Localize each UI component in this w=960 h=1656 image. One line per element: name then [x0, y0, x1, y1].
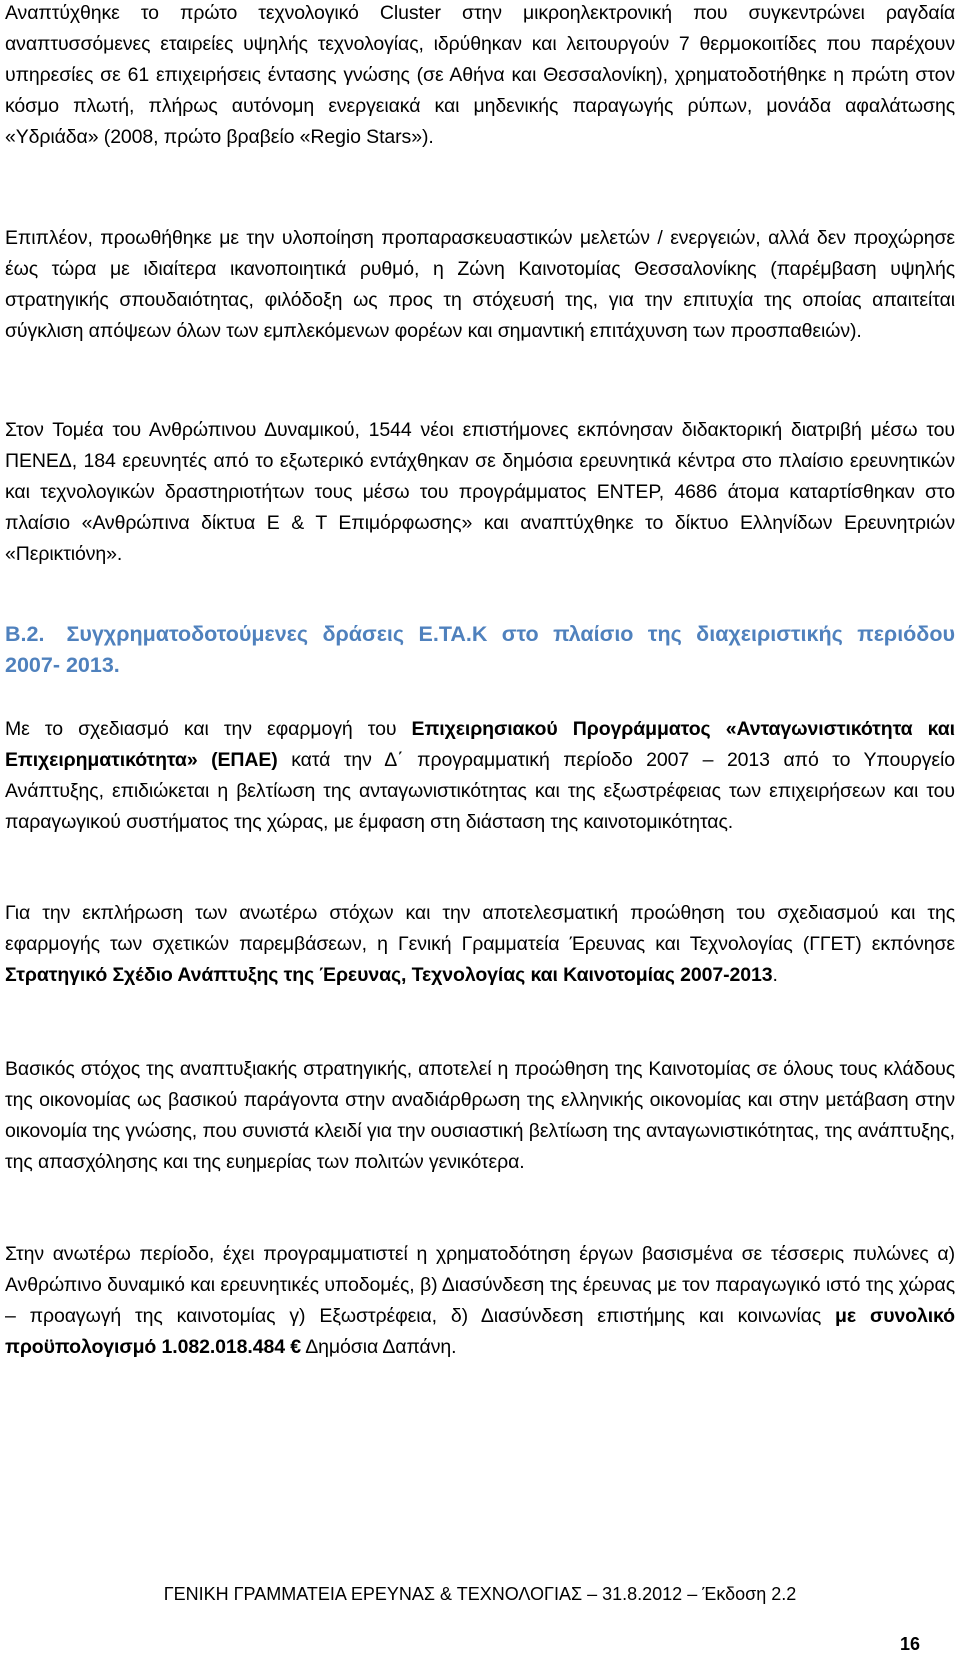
- paragraph-human-resources: Στον Τομέα του Ανθρώπινου Δυναμικού, 1544 νέοι επιστήμονες εκπόνησαν διδακτορική διατριβή μέσω του ΠΕΝΕΔ, 184 ερευνητές από το εξωτερικό εντάχθηκαν σε δημόσια ερευνητικά κέντρα στο πλαίσιο ερευνητικών και τεχνολογικών δραστηριοτήτων τους μέσω του προγράμματος ΕΝΤΕΡ, 4686 άτομα καταρτίσθηκαν στο πλαίσιο «Ανθρώπινα δίκτυα Ε & Τ Επιμόρφωσης» και αναπτύχθηκε το δίκτυο Ελληνίδων Ερευνητριών «Περικτιόνη».: [5, 419, 955, 565]
- paragraph-epae: [5, 714, 955, 838]
- section-number: B.2.: [5, 622, 45, 646]
- page-footer: ΓΕΝΙΚΗ ΓΡΑΜΜΑΤΕΙΑ ΕΡΕΥΝΑΣ & ΤΕΧΝΟΛΟΓΙΑΣ – 31.8.2012 – Έκδοση 2.2: [163, 1584, 797, 1604]
- paragraph-main-goal: Βασικός στόχος της αναπτυξιακής στρατηγικής, αποτελεί η προώθηση της Καινοτομίας σε όλους τους κλάδους της οικονομίας ως βασικού παράγοντα στην αναδιάρθρωση της ελληνικής οικονομίας και στην μετάβαση στην οικονομία της γνώσης, που συνιστά κλειδί για την ουσιαστική βελτίωση της ανταγωνιστικότητας, της ανάπτυξης, της απασχόλησης και της ευημερίας των πολιτών γενικότερα.: [5, 1058, 955, 1173]
- paragraph-funding-text-start: Στην ανωτέρω περίοδο, έχει προγραμματιστεί η χρηματοδότηση έργων βασισμένα σε τέσσερις πυλώνες α) Ανθρώπινο δυναμικό και ερευνητικές υποδομές, β) Διασύνδεση της έρευνας με τον παραγωγικό ιστό της χώρας – προαγωγή της καινοτομίας γ) Εξωστρέφεια, δ) Διασύνδεση επιστήμης και κοινωνίας: [5, 1243, 955, 1327]
- paragraph-epae-text-end: κατά την Δ΄ προγραμματική περίοδο 2007 – 2013 από το Υπουργείο Ανάπτυξης, επιδιώκεται η βελτίωση της ανταγωνιστικότητας και της εξωστρέφειας των επιχειρήσεων και του παραγωγικού συστήματος της χώρας, με έμφαση στη διάσταση της καινοτομικότητας.: [5, 749, 956, 833]
- paragraph-strategic-plan: [5, 898, 955, 991]
- paragraph-funding-bold: με συνολικό προϋπολογισμό 1.082.018.484 €: [5, 1305, 955, 1358]
- page-number: 16: [899, 1634, 920, 1654]
- paragraph-funding-text-end: Δημόσια Δαπάνη.: [301, 1336, 457, 1358]
- section-heading: [5, 619, 955, 681]
- paragraph-strategic-plan-text-end: .: [772, 964, 778, 986]
- paragraph-strategic-plan-bold: Στρατηγικό Σχέδιο Ανάπτυξης της Έρευνας, Τεχνολογίας και Καινοτομίας 2007-2013: [5, 964, 773, 986]
- paragraph-epae-bold: Επιχειρησιακού Προγράμματος «Ανταγωνιστικότητα και Επιχειρηματικότητα» (ΕΠΑΕ): [5, 718, 955, 771]
- paragraph-funding-pillars: [5, 1239, 955, 1363]
- paragraph-strategic-plan-text-start: Για την εκπλήρωση των ανωτέρω στόχων και την αποτελεσματική προώθηση του σχεδιασμού και της εφαρμογής των σχετικών παρεμβάσεων, η Γενική Γραμματεία Έρευνας και Τεχνολογίας (ΓΓΕΤ) εκπόνησε: [5, 902, 955, 955]
- paragraph-cluster-achievements: Αναπτύχθηκε το πρώτο τεχνολογικό Cluster στην μικροηλεκτρονική που συγκεντρώνει ραγδαία αναπτυσσόμενες εταιρείες υψηλής τεχνολογίας, ιδρύθηκαν και λειτουργούν 7 θερμοκοιτίδες που παρέχουν υπηρεσίες σε 61 επιχειρήσεις έντασης γνώσης (σε Αθήνα και Θεσσαλονίκη), χρηματοδοτήθηκε η πρώτη στον κόσμο πλωτή, πλήρως αυτόνομη ενεργειακά και μηδενικής παραγωγής ρύπων, μονάδα αφαλάτωσης «Υδριάδα» (2008, πρώτο βραβείο «Regio Stars»).: [5, 2, 955, 148]
- paragraph-epae-text-start: Με το σχεδιασμό και την εφαρμογή του: [5, 718, 412, 740]
- section-title: Συγχρηματοδοτούμενες δράσεις Ε.ΤΑ.Κ στο πλαίσιο της διαχειριστικής περιόδου 2007- 2013.: [5, 622, 955, 677]
- paragraph-innovation-zone: Επιπλέον, προωθήθηκε με την υλοποίηση προπαρασκευαστικών μελετών / ενεργειών, αλλά δεν προχώρησε έως τώρα με ιδιαίτερα ικανοποιητικά ρυθμό, η Ζώνη Καινοτομίας Θεσσαλονίκης (παρέμβαση υψηλής στρατηγικής σπουδαιότητας, φιλόδοξη ως προς τη στόχευσή της, για την επιτυχία της οποίας απαιτείται σύγκλιση απόψεων όλων των εμπλεκόμενων φορέων και σημαντική επιτάχυνση των προσπαθειών).: [5, 227, 955, 342]
